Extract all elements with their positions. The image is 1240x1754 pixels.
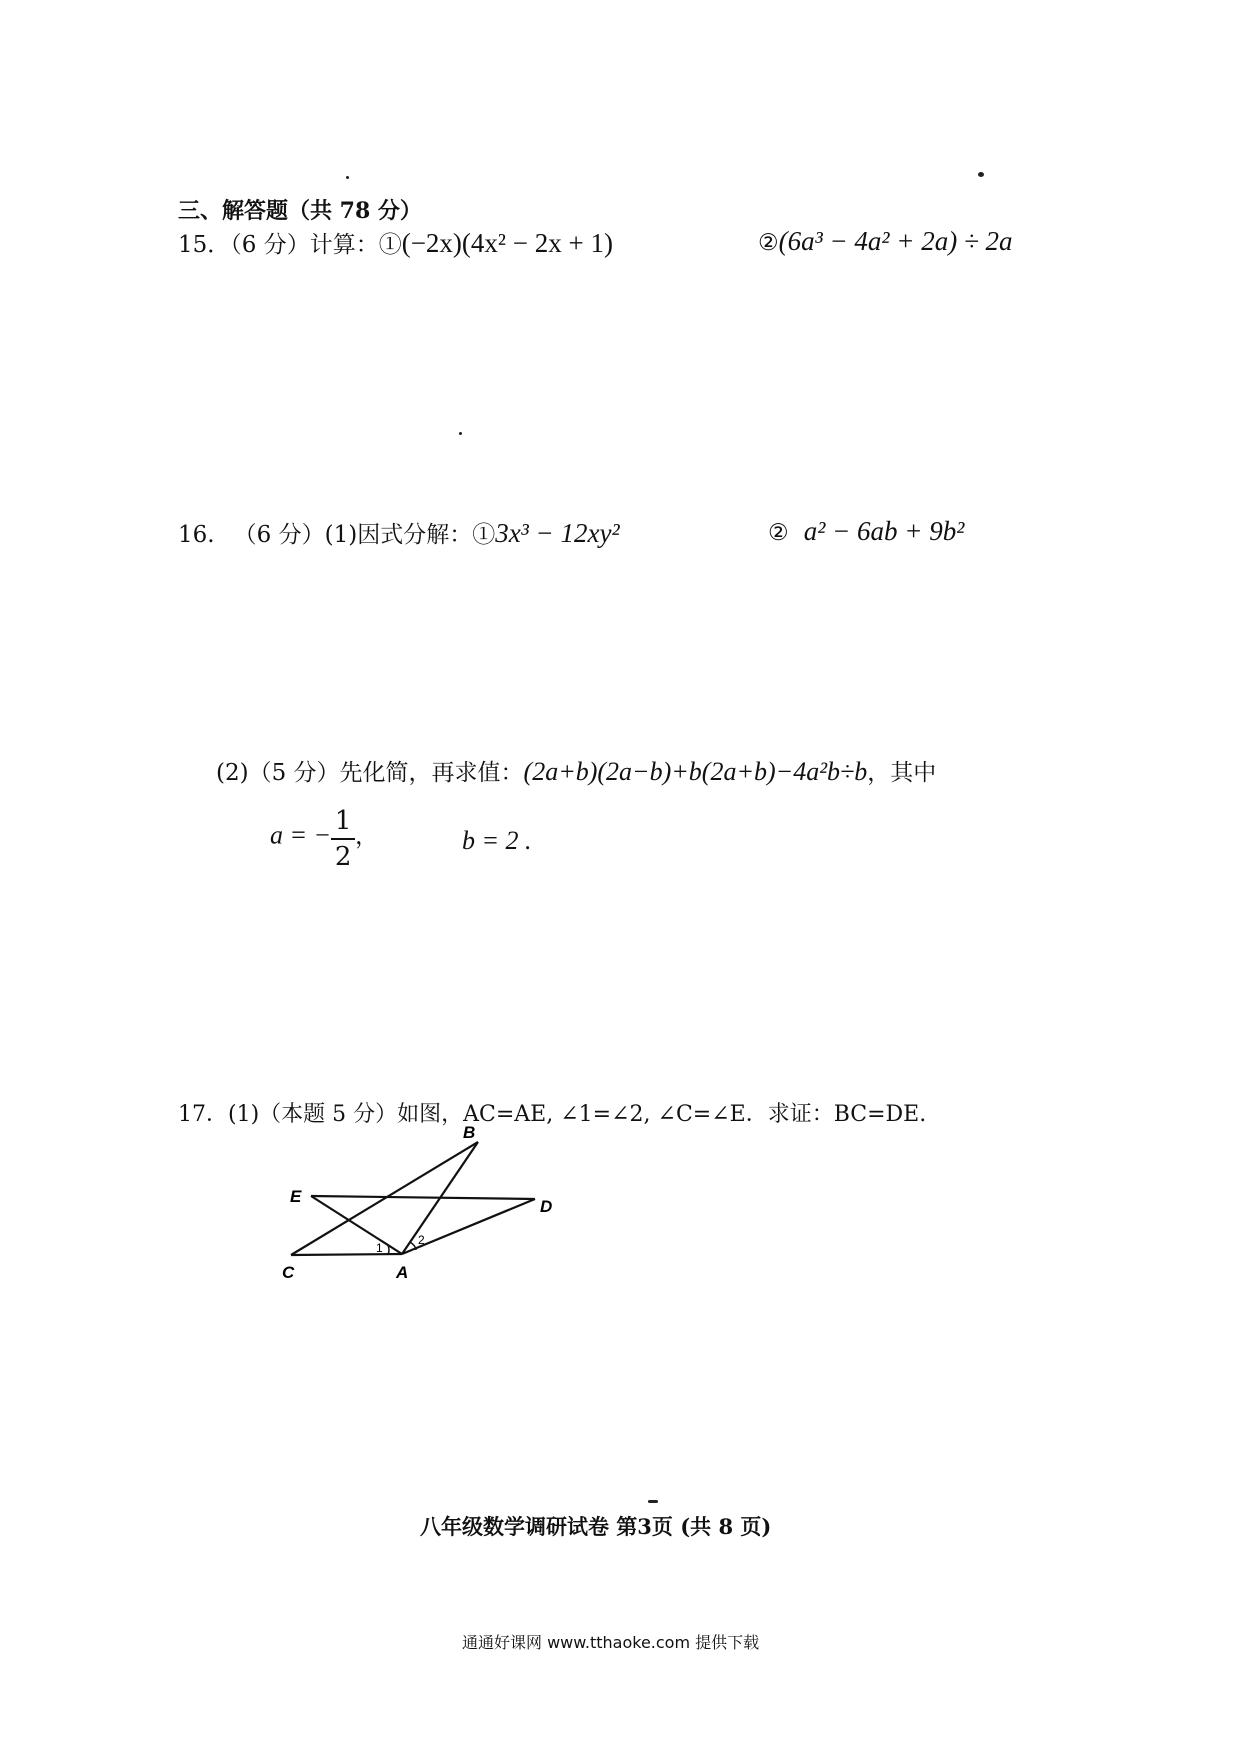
q16-part2-label: (2)（5 分）先化简，再求值： — [216, 760, 524, 786]
q16-expression-2: a² − 6ab + 9b² — [803, 516, 965, 546]
scan-speck — [346, 176, 349, 179]
question-17: 17．(1)（本题 5 分）如图，AC=AE, ∠1=∠2, ∠C=∠E．求证：BC=DE. — [178, 1102, 927, 1127]
section-heading: 三、解答题（共 78 分） — [178, 198, 422, 224]
question-16 — [178, 516, 620, 549]
geometry-figure — [270, 1120, 570, 1290]
segment-ED — [311, 1196, 535, 1199]
question-15 — [178, 226, 613, 259]
angle-label-2: 2 — [418, 1233, 425, 1247]
q16-a-fraction — [331, 806, 355, 872]
scan-speck — [978, 172, 984, 177]
fraction-numerator: 1 — [334, 806, 352, 836]
scan-speck — [459, 432, 462, 435]
q16-simplify — [216, 754, 936, 787]
scan-speck — [648, 1500, 658, 1503]
point-label-A: A — [396, 1263, 409, 1282]
q16-expression-1: 3x³ − 12xy² — [495, 518, 620, 548]
point-label-C: C — [282, 1263, 295, 1282]
q16-a-lhs: a = − — [270, 820, 332, 850]
q15-part-2 — [758, 226, 1013, 257]
fraction-denominator: 2 — [334, 842, 352, 872]
q16-a-comma: ， — [355, 823, 379, 850]
q15-expression-2: (6a³ − 4a² + 2a) ÷ 2a — [778, 226, 1013, 256]
point-label-D: D — [540, 1197, 553, 1216]
point-label-E: E — [290, 1187, 302, 1206]
page-footer: 八年级数学调研试卷 第3页 (共 8 页) — [420, 1514, 772, 1539]
segment-CA — [291, 1254, 402, 1255]
q16-label-2: ② — [768, 520, 789, 546]
q15-label: 15．（6 分）计算：① — [178, 232, 402, 258]
q15-label-2: ② — [758, 230, 779, 256]
point-label-B: B — [463, 1123, 476, 1142]
watermark-text: 通通好课网 www.tthaoke.com 提供下载 — [462, 1633, 760, 1652]
q16-b-value: b = 2 . — [462, 826, 532, 855]
q16-label: （6 分）(1)因式分解：① — [233, 522, 496, 548]
q16-part2-expression: (2a+b)(2a−b)+b(2a+b)−4a²b÷b — [523, 757, 868, 786]
q16-a-value — [270, 806, 378, 872]
q16-part-2 — [768, 516, 964, 547]
angle-label-1: 1 — [376, 1241, 383, 1255]
q16-number: 16. — [178, 522, 215, 548]
angle-1-arc — [388, 1245, 389, 1254]
q15-expression-1: (−2x)(4x² − 2x + 1) — [401, 228, 613, 258]
fraction-bar — [331, 838, 355, 840]
q16-part2-suffix: ，其中 — [867, 760, 937, 786]
